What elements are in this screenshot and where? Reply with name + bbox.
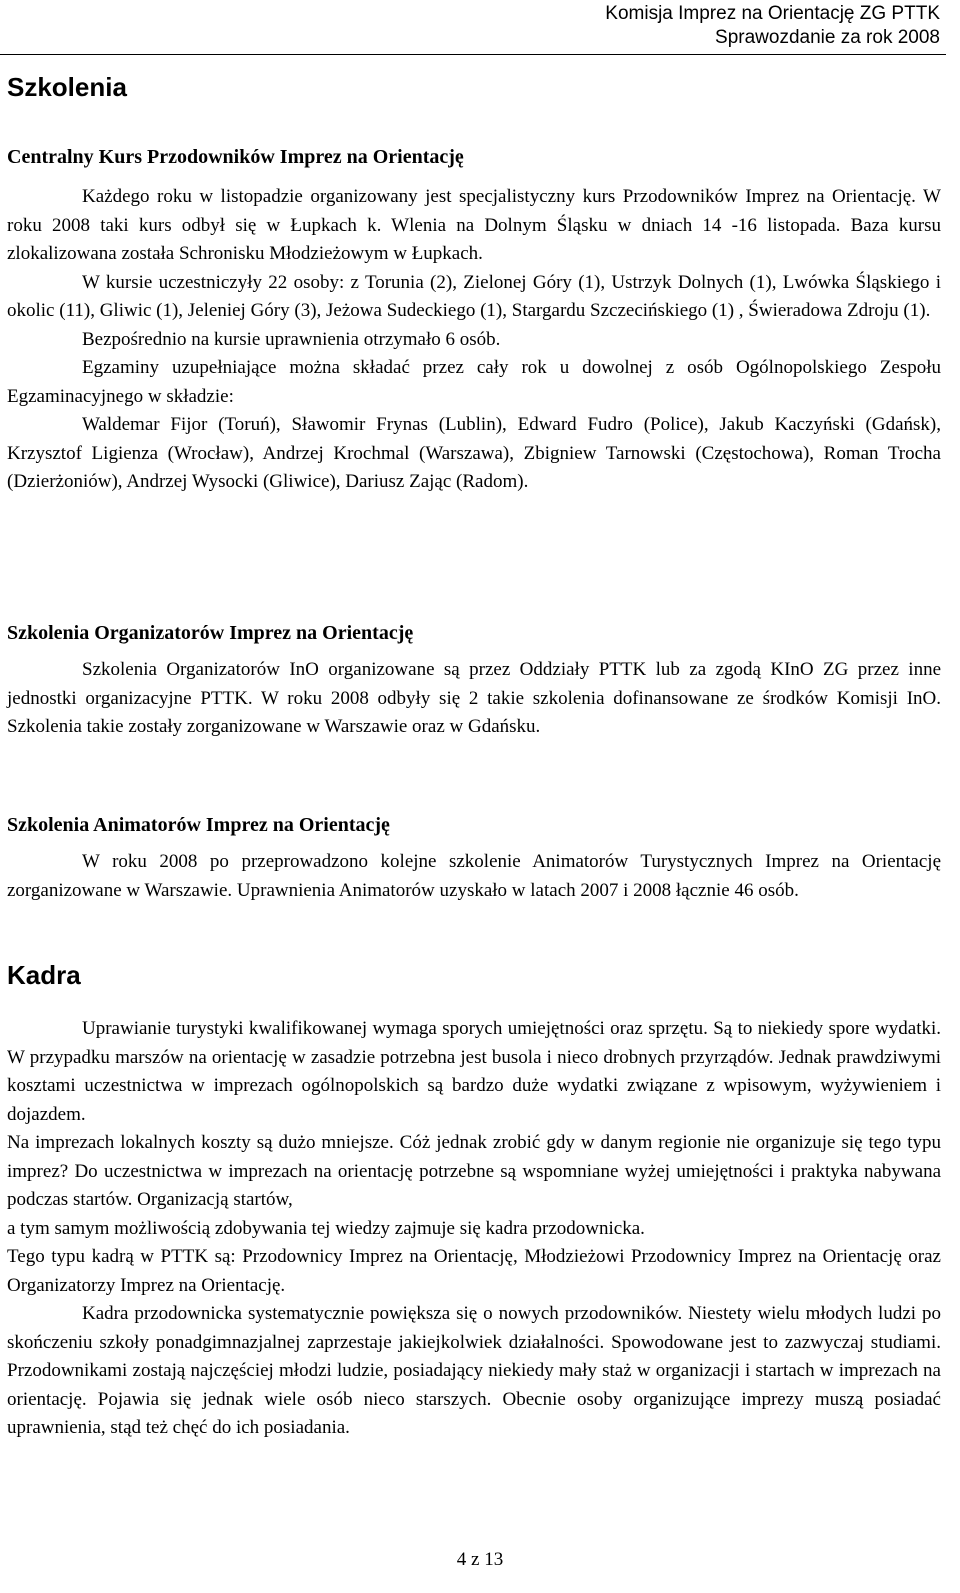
paragraph: Na imprezach lokalnych koszty są dużo mniejsze. Cóż jednak zrobić gdy w danym regionie nie organizuje się tego typu imprez? Do uczestnictwa w imprezach na orientację potrzebne są wspomniane wyżej umiejętności i praktyka nabywana podczas startów. Organizacją startów, (7, 1132, 941, 1210)
paragraph: W kursie uczestniczyły 22 osoby: z Torunia (2), Zielonej Góry (1), Ustrzyk Dolnych (1), Lwówka Śląskiego i okolic (11), Gliwic (1), Jeleniej Góry (3), Jeżowa Sudeckiego (1), Stargardu Szczecińskiego (1) , Świeradowa Zdroju (1). (7, 271, 941, 321)
paragraph: a tym samym możliwością zdobywania tej wiedzy zajmuje się kadra przodownicka. (7, 1217, 645, 1239)
header-org: Komisja Imprez na Orientację ZG PTTK (605, 3, 940, 24)
kurs-przodownikow-body (7, 183, 941, 497)
paragraph: Kadra przodownicka systematycznie powiększa się o nowych przodowników. Niestety wielu młodych ludzi po skończeniu szkoły ponadgimnazjalnej zaprzestaje jakiejkolwiek działalności. Spowodowane jest to zazwyczaj studiami. Przodownikami zostają najczęściej młodzi ludzie, posiadający niekiedy mały staż w organizacji i startach w imprezach na orientację. Pojawia się jednak wiele osób nieco starszych. Obecnie osoby organizujące imprezy muszą posiadać uprawnienia, stąd też chęć do ich posiadania. (7, 1303, 941, 1438)
subsection-title-kurs-przodownikow: Centralny Kurs Przodowników Imprez na Orientację (7, 146, 464, 168)
header-divider (0, 54, 946, 55)
paragraph: Uprawianie turystyki kwalifikowanej wymaga sporych umiejętności oraz sprzętu. Są to niekiedy spore wydatki. W przypadku marszów na orientację w zasadzie potrzebna jest busola i nieco drobnych przyrządów. Jednak prawdziwymi kosztami uczestnictwa w imprezach ogólnopolskich są bardzo duże wydatki związane z wpisowym, wyżywieniem i dojazdem. (7, 1018, 941, 1125)
paragraph: Egzaminy uzupełniające można składać przez cały rok u dowolnej z osób Ogólnopolskiego Zespołu Egzaminacyjnego w składzie: (7, 357, 941, 407)
paragraph: Bezpośrednio na kursie uprawnienia otrzymało 6 osób. (82, 328, 501, 350)
section-title-szkolenia: Szkolenia (7, 72, 127, 102)
subsection-title-animatorow: Szkolenia Animatorów Imprez na Orientację (7, 814, 390, 836)
paragraph: Szkolenia Organizatorów InO organizowane są przez Oddziały PTTK lub za zgodą KInO ZG przez inne jednostki organizacyjne PTTK. W roku 2008 odbyły się 2 takie szkolenia dofinansowane ze środków Komisji InO. Szkolenia takie zostały zorganizowane w Warszawie oraz w Gdańsku. (7, 659, 941, 737)
page-number: 4 z 13 (456, 1549, 504, 1570)
section-title-kadra: Kadra (7, 960, 81, 990)
paragraph: W roku 2008 po przeprowadzono kolejne szkolenie Animatorów Turystycznych Imprez na Orientację zorganizowane w Warszawie. Uprawnienia Animatorów uzyskało w latach 2007 i 2008 łącznie 46 osób. (7, 851, 941, 901)
organizatorow-body (7, 656, 941, 742)
subsection-title-organizatorow: Szkolenia Organizatorów Imprez na Orientację (7, 622, 414, 644)
page-header (605, 2, 940, 50)
paragraph: Każdego roku w listopadzie organizowany jest specjalistyczny kurs Przodowników Imprez na Orientację. W roku 2008 taki kurs odbył się w Łupkach k. Wlenia na Dolnym Śląsku w dniach 14 -16 listopada. Baza kursu zlokalizowana została Schronisku Młodzieżowym w Łupkach. (7, 186, 941, 264)
animatorow-body (7, 848, 941, 905)
header-report: Sprawozdanie za rok 2008 (715, 27, 940, 48)
kadra-body (7, 1015, 941, 1443)
paragraph: Tego typu kadrą w PTTK są: Przodownicy Imprez na Orientację, Młodzieżowi Przodownicy Imprez na Orientację oraz Organizatorzy Imprez na Orientację. (7, 1246, 941, 1296)
paragraph: Waldemar Fijor (Toruń), Sławomir Frynas (Lublin), Edward Fudro (Police), Jakub Kaczyński (Gdańsk), Krzysztof Ligienza (Wrocław), Andrzej Krochmal (Warszawa), Zbigniew Tarnowski (Częstochowa), Roman Trocha (Dzierżoniów), Andrzej Wysocki (Gliwice), Dariusz Zając (Radom). (7, 414, 941, 492)
